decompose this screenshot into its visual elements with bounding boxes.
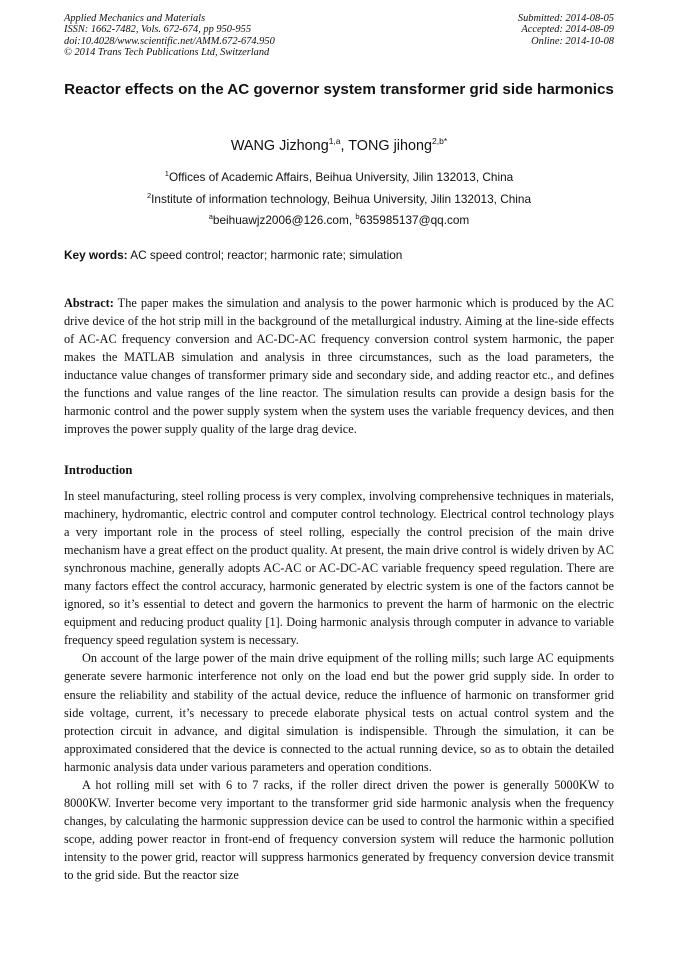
author-name: TONG jihong: [348, 137, 432, 154]
author-list: [64, 132, 614, 155]
affiliation-2: [64, 189, 614, 206]
online-date: Online: 2014-10-08: [531, 35, 614, 47]
author-superscript: 1,a: [328, 136, 341, 146]
abstract: [64, 294, 614, 438]
email-link[interactable]: beihuawjz2006@126.com,: [212, 212, 356, 227]
affiliation-1: [64, 167, 614, 184]
issn-line: ISSN: 1662-7482, Vols. 672-674, pp 950-955: [64, 24, 252, 36]
keywords-label: Key words:: [64, 248, 128, 262]
email-superscript: b: [355, 212, 360, 221]
abstract-text: The paper makes the simulation and analysis to the power harmonic which is produced by the AC drive device of the hot strip mill in the background of the metallurgical industry. Aiming at the line-side effects of AC-AC frequency conversion and AC-DC-AC frequency conversion control system harmonic, the paper makes the MATLAB simulation and analysis in three circumstances, such as the load parameters, the inductance value changes of transformer primary side and secondary side, and adding reactor etc., and defines the functions and value ranges of the line reactor. The simulation results can provide a design basis for the harmonic control and the power supply system when the system uses the variable frequency devices, and then improves the power supply quality of the large drag device.: [64, 296, 614, 437]
affiliation-text: Institute of information technology, Beihua University, Jilin 132013, China: [151, 191, 532, 206]
author-name: WANG Jizhong: [230, 137, 329, 154]
keywords: [64, 248, 614, 262]
abstract-label: Abstract:: [64, 296, 114, 310]
keywords-text: AC speed control; reactor; harmonic rate; simulation: [127, 248, 403, 262]
body-paragraph: A hot rolling mill set with 6 to 7 racks, if the roller direct driven the power is generally 5000KW to 8000KW. Inverter become very important to the transformer grid side harmonic analysis when the frequency changes, by calculating the harmonic suppression device can be used to control the harmonic within a specified scope, adding power reactor in front-end of frequency conversion system will reduce the harmonic pollution intensity to the power grid, reactor will suppress harmonics generated by frequency conversion device transmit to the grid side. But the reactor size: [64, 777, 614, 882]
copyright-line: © 2014 Trans Tech Publications Ltd, Switzerland: [64, 47, 270, 59]
author-separator: ,: [340, 137, 349, 154]
section-heading: Introduction: [64, 463, 133, 477]
journal-name: Applied Mechanics and Materials: [64, 13, 206, 24]
email-superscript: a: [208, 212, 213, 221]
affiliation-superscript: 2: [146, 191, 152, 200]
paper-title: Reactor effects on the AC governor system transformer grid side harmonics: [64, 81, 614, 98]
introduction-body: [64, 487, 614, 884]
affiliation-text: Offices of Academic Affairs, Beihua University, Jilin 132013, China: [168, 169, 514, 184]
author-emails: [64, 210, 614, 227]
email-link[interactable]: 635985137@qq.com: [359, 212, 470, 227]
author-superscript: 2,b*: [432, 136, 448, 146]
body-paragraph: On account of the large power of the main drive equipment of the rolling mills; such large AC equipments generate severe harmonic interference not only on the load end but the power grid supply side. In order to ensure the reliability and stability of the actual device, reduce the influence of harmonic on transformer grid side voltage, current, it’s necessary to precede elaborate physical tests on actual control system and the protection circuit in advance, and digital simulation is indispensible. Through the simulation, it can be approximated considered that the device is connected to the actual running device, so as to obtain the detailed harmonic analysis data under various parameters and operation conditions.: [64, 651, 614, 774]
journal-header: [64, 13, 275, 59]
affiliation-superscript: 1: [164, 169, 169, 178]
doi-line[interactable]: doi:10.4028/www.scientific.net/AMM.672-674.950: [64, 35, 275, 47]
abstract-paragraph: [64, 294, 614, 438]
dates-header: [518, 13, 614, 47]
accepted-date: Accepted: 2014-08-09: [521, 24, 614, 36]
body-paragraph: In steel manufacturing, steel rolling process is very complex, involving comprehensive techniques in materials, machinery, hydromantic, electric control and computer control technology. Electrical control technology plays a very important role in the process of steel rolling, especially the control precision of the main drive mechanism have a great effect on the product quality. At present, the main drive control is widely driven by AC synchronous machine, generally adopts AC-AC or AC-DC-AC variable frequency speed regulation. There are many factors effect the control accuracy, harmonic generated by electric system is one of the factors cannot be ignored, so it’s essential to detect and govern the harmonics to prevent the harm of harmonic on the electric equipment and reducing product quality [1]. Doing harmonic analysis through computer in advance to variable frequency speed regulation system is necessary.: [64, 489, 614, 648]
submitted-date: Submitted: 2014-08-05: [517, 13, 614, 24]
